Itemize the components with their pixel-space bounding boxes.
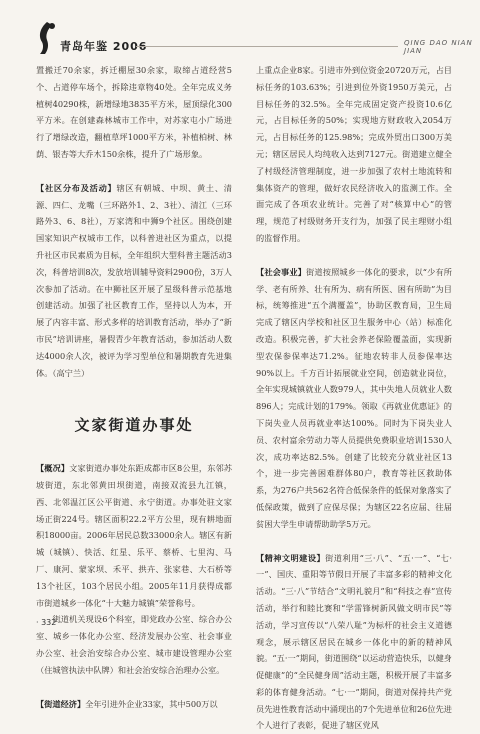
spacer [36,679,232,696]
spacer [36,163,232,180]
page-header [0,0,480,64]
paragraph [256,264,452,533]
spacer [256,533,452,550]
paragraph: 街道机关现设6个科室，即党政办公室、综合办公室、城乡一体化办公室、经济发展办公室、社会事业办公室、社会治安综合办公室、城市建设管理办公室（住城管执法中队牌）和社会治安综合治理办公室。 [36,614,232,675]
paragraph: 上重点企业8家。引进市外到位资金20720万元，占目标任务的103.63%；引进到位外资1950万美元，占目标任务的32.5%。全年完成固定资产投资10.6亿元，占目标任务的50%；实现地方财政收入2054万元，占目标任务的125.98%；完成外贸出口300万美元；辖区居民人均纯收入达到7127元。街道建立健全了村级经济管理制度，进一步加强了农村土地流转和集体资产的管理，做好农民经济收入的监测工作。全面完成了各项农业统计。完善了对“核算中心”的管理，规范了村级财务开支行为，加强了民主理财小组的监督作用。 [256,65,452,243]
paragraph-text: 辖区有朝城、中坝、黄土、清源、四仁、龙嘴（三环路外1、2、3社）、清江（三环路外3、6、8社），万家湾和中狮9个社区。围绕创建国家知识产权城市工作，以科普进社区为重点，以提升社区市民素质为目标，全年组织大型科普主题活动3次，科普培训8次，发放培训辅导资料2900份，3万人次参加了活动。在中狮社区开展了星级科普示范基地创建活动。加强了社区教育工作，坚持以人为本，开展了内容丰富、形式多样的培训教育活动，举办了“新市民”培训讲座，暑假青少年教育活动，参加活动人数达4000余人次，被评为学习型单位和暑期教育先进集体。（高宁兰） [36,182,232,378]
paragraph [36,180,232,382]
section-label: 【社区分布及活动】 [36,182,117,193]
section-title: 文家街道办事处 [74,416,194,435]
yearbook-logo-icon [34,20,60,56]
section-label: 【概况】 [36,463,70,474]
paragraph [256,550,452,734]
paragraph-text: 全年引进外企业33家，其中500万以 [85,698,218,709]
paragraph-text: 街道利用“三·八”、“五·一”、“七·一”、国庆、重阳等节假日开展了丰富多彩的精神文化活动。“三·八”节结合“文明礼貌月”和“科技之春”宣传活动，举行和睦比赛和“学雷锋树新风做文明市民”等活动，学习宣传以“八荣八耻”为标杆的社会主义道德观念，展示辖区居民在城乡一体化中的新的精神风貌。“五·一”期间，街道围绕“以运动营造快乐，以健身促健康”的“全民健身周”活动主题，积极开展了丰富多彩的体育健身活动。“七·一”期间，街道对保持共产党员先进性教育活动中涌现出的7个先进单位和26位先进个人进行了表彰，促进了辖区党风 [256,552,452,731]
header-right-text: QING DAO NIAN JIAN [404,39,473,55]
paragraph-text: 文家街道办事处东距成都市区8公里，东邻苏坡街道，东北邻黄田坝街道，南接双流县九江镇，西、北邻温江区公平街道、永宁街道。办事处驻文家场正街224号。辖区面积22.2平方公里，现有耕地面积18000亩。2006年居民总数33000余人。辖区有新城（城镇）、快活、红星、乐平、蔡桥、七里沟、马厂、康河、蒙家坝、禾平、拱卉、张家巷、大石桥等13个社区，103个居民小组。2005年11月获得成都市街道城乡一体化“十大魅力城镇”荣誉称号。 [36,463,232,608]
header-rule [136,46,398,47]
paragraph [36,460,232,611]
spacer [256,247,452,264]
header-title: 青岛年鉴 2006 [60,40,148,53]
section-label: 【街道经济】 [36,698,86,709]
section-label: 【社会事业】 [256,266,307,277]
left-column [36,62,232,712]
paragraph-text: 街道按照城乡一体化的要求，以“少有所学、老有所养、壮有所为、病有所医、困有所助”为目标，统筹推进“五个满覆盖”，协助区教育局，卫生局完成了辖区内学校和社区卫生服务中心（站）标准化改造。积极完善，扩大社会养老保险覆盖面，实现新型农保参保率达71.2%。征地农转非人员参保率达90%以上。千方百计拓展就业空间，创造就业岗位，全年实现城镇就业人数979人，其中失地人员就业人数896人；完成计划的179%。领取《再就业优惠证》的下岗失业人员再就业率达100%。同时为下岗失业人员、农村富余劳动力等人员提供免费职业培训1530人次，成功率达82.5%。创建了比较充分就业社区13个，进一步完善困难群体80户，教育等社区救助体系，为276户共562名符合低保条件的低保对象落实了低保政策，做到了应保尽保；为辖区22名应届、往届贫困大学生申请帮助助学5万元。 [256,266,452,529]
page-number: · 332 · [36,618,62,627]
section-label: 【精神文明建设】 [256,552,326,563]
paragraph [36,696,232,713]
paragraph: 置搬迁70余家，拆迁棚屋30余家，取缔占道经营5个、占道停车场个，拆除违章物40处。全年完成义务植树40290株，新增绿地3835平方米，屋顶绿化300平方米。在创建森林城市工作中，对苏家屯小广场进行了增绿改造，翻植草坪1000平方米，补植柏树、林荫、银杏等大乔木150余株，提升了广场形象。 [36,65,232,159]
right-column [256,62,452,734]
